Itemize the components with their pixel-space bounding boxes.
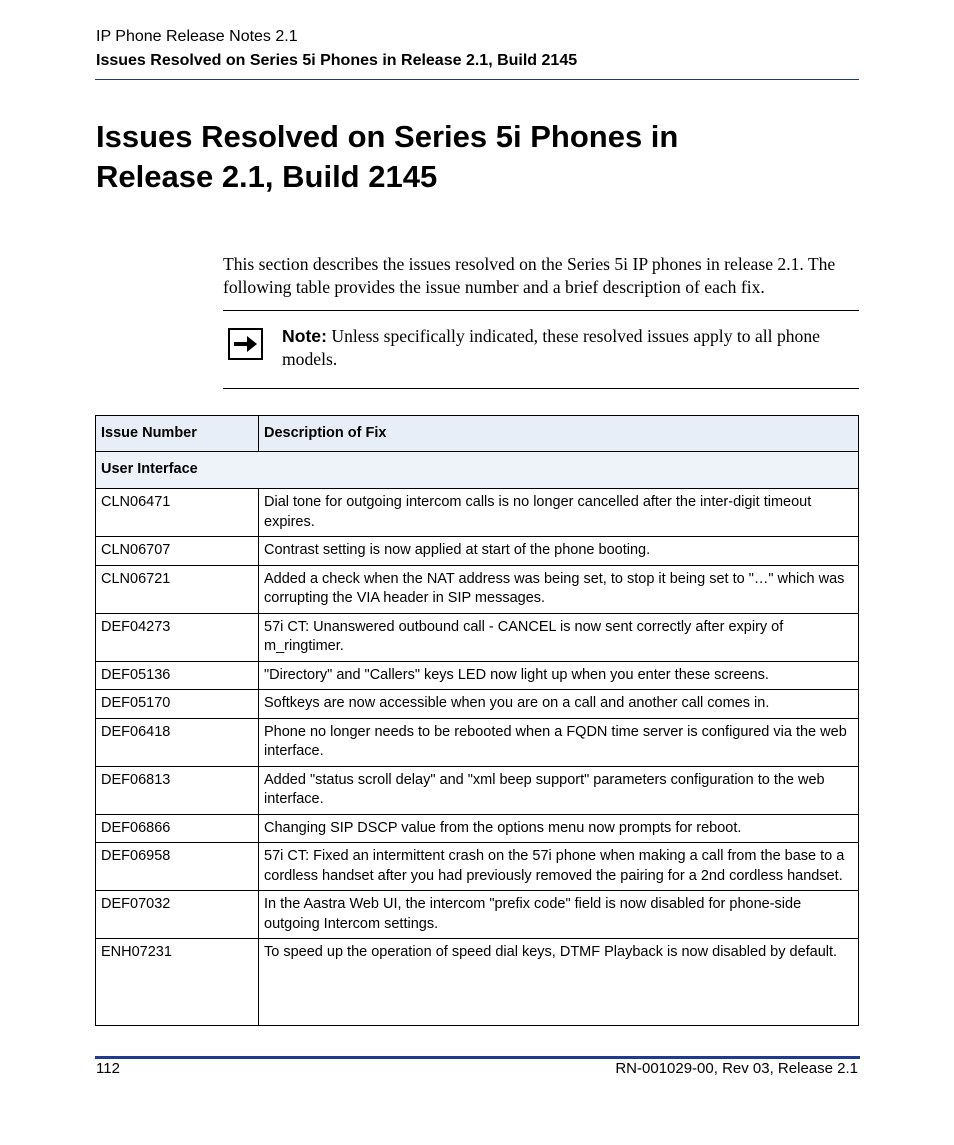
intro-paragraph: This section describes the issues resolved on the Series 5i IP phones in release 2.1. The following table provides the issue number and a brief description of each fix. [223, 254, 836, 297]
table-row [96, 537, 859, 566]
issue-number-cell: ENH07231 [96, 939, 259, 1026]
issue-number-cell: DEF06813 [96, 766, 259, 814]
description-cell: In the Aastra Web UI, the intercom "prefix code" field is now disabled for phone-side outgoing Intercom settings. [259, 891, 859, 939]
description-cell: To speed up the operation of speed dial keys, DTMF Playback is now disabled by default. [259, 939, 859, 1026]
note-text [282, 325, 852, 371]
table-row [96, 843, 859, 891]
description-cell: Dial tone for outgoing intercom calls is no longer cancelled after the inter-digit timeout expires. [259, 489, 859, 537]
description-cell: 57i CT: Unanswered outbound call - CANCEL is now sent correctly after expiry of m_ringtimer. [259, 613, 859, 661]
table-row [96, 939, 859, 1026]
table-row [96, 690, 859, 719]
description-cell: "Directory" and "Callers" keys LED now light up when you enter these screens. [259, 661, 859, 690]
issue-number-cell: CLN06471 [96, 489, 259, 537]
issue-number-cell: CLN06707 [96, 537, 259, 566]
table-row [96, 766, 859, 814]
description-cell: 57i CT: Fixed an intermittent crash on the 57i phone when making a call from the base to a cordless handset after you had previously removed the pairing for a 2nd cordless handset. [259, 843, 859, 891]
running-header-section: Issues Resolved on Series 5i Phones in Release 2.1, Build 2145 [96, 52, 578, 69]
table-row [96, 565, 859, 613]
issue-number-cell: DEF06958 [96, 843, 259, 891]
column-header-issue-number: Issue Number [96, 416, 259, 452]
issue-number-cell: DEF06866 [96, 814, 259, 843]
resolved-issues-table [95, 415, 859, 1026]
description-cell: Softkeys are now accessible when you are on a call and another call comes in. [259, 690, 859, 719]
issue-number-cell: CLN06721 [96, 565, 259, 613]
description-cell: Changing SIP DSCP value from the options menu now prompts for reboot. [259, 814, 859, 843]
header-divider [95, 79, 859, 80]
table-row [96, 718, 859, 766]
note-bottom-divider [223, 388, 859, 389]
issue-number-cell: DEF07032 [96, 891, 259, 939]
running-header-title: IP Phone Release Notes 2.1 [96, 28, 298, 45]
table-section-row [96, 452, 859, 489]
table-row [96, 489, 859, 537]
issue-number-cell: DEF06418 [96, 718, 259, 766]
description-cell: Phone no longer needs to be rebooted when a FQDN time server is configured via the web interface. [259, 718, 859, 766]
note-top-divider [223, 310, 859, 311]
description-cell: Added a check when the NAT address was being set, to stop it being set to "…" which was corrupting the VIA header in SIP messages. [259, 565, 859, 613]
issue-number-cell: DEF04273 [96, 613, 259, 661]
description-cell: Added "status scroll delay" and "xml beep support" parameters configuration to the web interface. [259, 766, 859, 814]
table-row [96, 661, 859, 690]
issue-number-cell: DEF05136 [96, 661, 259, 690]
page-number: 112 [96, 1060, 120, 1077]
description-cell: Contrast setting is now applied at start of the phone booting. [259, 537, 859, 566]
table-section-label: User Interface [96, 452, 859, 489]
document-reference: RN-001029-00, Rev 03, Release 2.1 [615, 1060, 858, 1077]
note-body: Unless specifically indicated, these resolved issues apply to all phone models. [282, 326, 820, 369]
table-row [96, 891, 859, 939]
table-row [96, 613, 859, 661]
footer-divider [95, 1056, 860, 1059]
note-label: Note: [282, 326, 327, 346]
page-title: Issues Resolved on Series 5i Phones in Release 2.1, Build 2145 [96, 119, 679, 194]
table-row [96, 814, 859, 843]
column-header-description: Description of Fix [259, 416, 859, 452]
arrow-right-icon [228, 328, 263, 360]
table-header-row [96, 416, 859, 452]
issue-number-cell: DEF05170 [96, 690, 259, 719]
